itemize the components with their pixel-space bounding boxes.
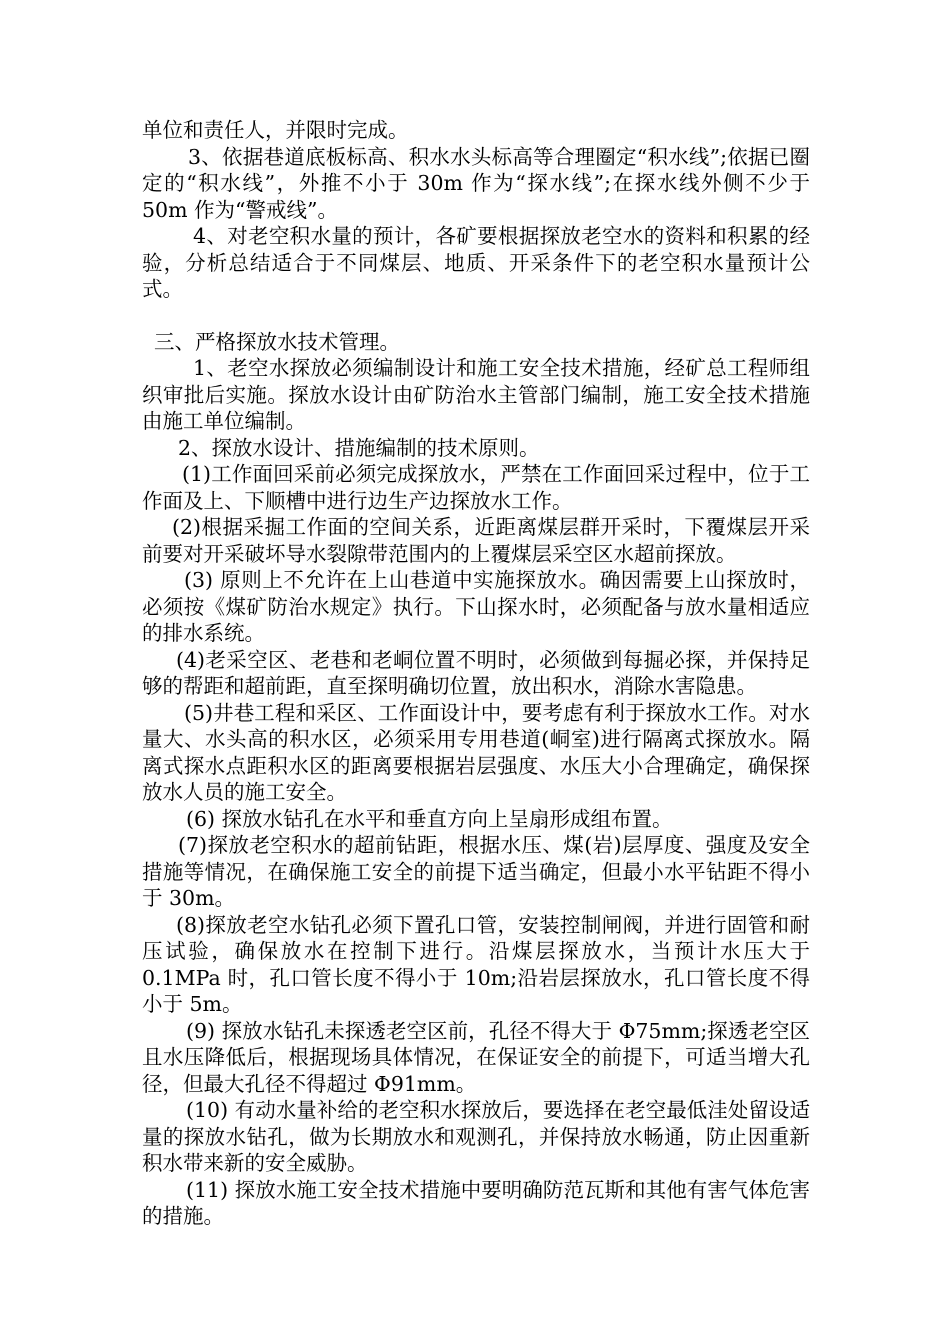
- paragraph-principle-10: (10) 有动水量补给的老空积水探放后，要选择在老空最低洼处留设适量的探放水钻孔，做为长期放水和观测孔，并保持放水畅通，防止因重新积水带来新的安全威胁。: [142, 1098, 810, 1175]
- paragraph-principle-3: (3) 原则上不允许在上山巷道中实施探放水。确因需要上山探放时，必须按《煤矿防治水规定》执行。下山探水时，必须配备与放水量相适应的排水系统。: [142, 568, 810, 645]
- paragraph-principle-1: (1)工作面回采前必须完成探放水，严禁在工作面回采过程中，位于工作面及上、下顺槽中进行边生产边探放水工作。: [142, 462, 810, 513]
- paragraph-principle-2: (2)根据采掘工作面的空间关系，近距离煤层群开采时，下覆煤层开采前要对开采破坏导水裂隙带范围内的上覆煤层采空区水超前探放。: [142, 515, 810, 566]
- paragraph-item-3: 3、依据巷道底板标高、积水水头标高等合理圈定“积水线”;依据已圈定的“积水线”，外推不小于 30m 作为“探水线”;在探水线外侧不少于 50m 作为“警戒线”。: [142, 144, 810, 222]
- paragraph-principle-7: (7)探放老空积水的超前钻距，根据水压、煤(岩)层厚度、强度及安全措施等情况，在确保施工安全的前提下适当确定，但最小水平钻距不得小于 30m。: [142, 833, 810, 910]
- paragraph-continuation: 单位和责任人，并限时完成。: [142, 118, 409, 142]
- paragraph-sub-2: 2、探放水设计、措施编制的技术原则。: [178, 435, 540, 460]
- paragraph-principle-11: (11) 探放水施工安全技术措施中要明确防范瓦斯和其他有害气体危害的措施。: [142, 1177, 810, 1228]
- paragraph-principle-8: (8)探放老空水钻孔必须下置孔口管，安装控制闸阀，并进行固管和耐压试验，确保放水在控制下进行。沿煤层探放水，当预计水压大于 0.1MPa 时，孔口管长度不得小于 10m;沿岩层探放水，孔口管长度不得小于 5m。: [142, 912, 810, 1016]
- paragraph-sub-1: 1、老空水探放必须编制设计和施工安全技术措施，经矿总工程师组织审批后实施。探放水设计由矿防治水主管部门编制，施工安全技术措施由施工单位编制。: [142, 356, 810, 433]
- paragraph-principle-9: (9) 探放水钻孔未探透老空区前，孔径不得大于 Φ75mm;探透老空区且水压降低后，根据现场具体情况，在保证安全的前提下，可适当增大孔径，但最大孔径不得超过 Φ91mm。: [142, 1018, 810, 1096]
- document-body: [142, 117, 810, 1230]
- paragraph-item-4: 4、对老空积水量的预计，各矿要根据探放老空水的资料和积累的经验，分析总结适合于不同煤层、地质、开采条件下的老空积水量预计公式。: [142, 224, 810, 301]
- paragraph-principle-4: (4)老采空区、老巷和老峒位置不明时，必须做到每掘必探，并保持足够的帮距和超前距，直至探明确切位置，放出积水，消除水害隐患。: [142, 647, 810, 698]
- paragraph-principle-5: (5)井巷工程和采区、工作面设计中，要考虑有利于探放水工作。对水量大、水头高的积水区，必须采用专用巷道(峒室)进行隔离式探放水。隔离式探水点距积水区的距离要根据岩层强度、水压大小合理确定，确保探放水人员的施工安全。: [142, 700, 810, 804]
- paragraph-gap: [142, 303, 810, 329]
- paragraph-principle-6: (6) 探放水钻孔在水平和垂直方向上呈扇形成组布置。: [186, 806, 673, 831]
- section-heading: 三、严格探放水技术管理。: [154, 329, 400, 354]
